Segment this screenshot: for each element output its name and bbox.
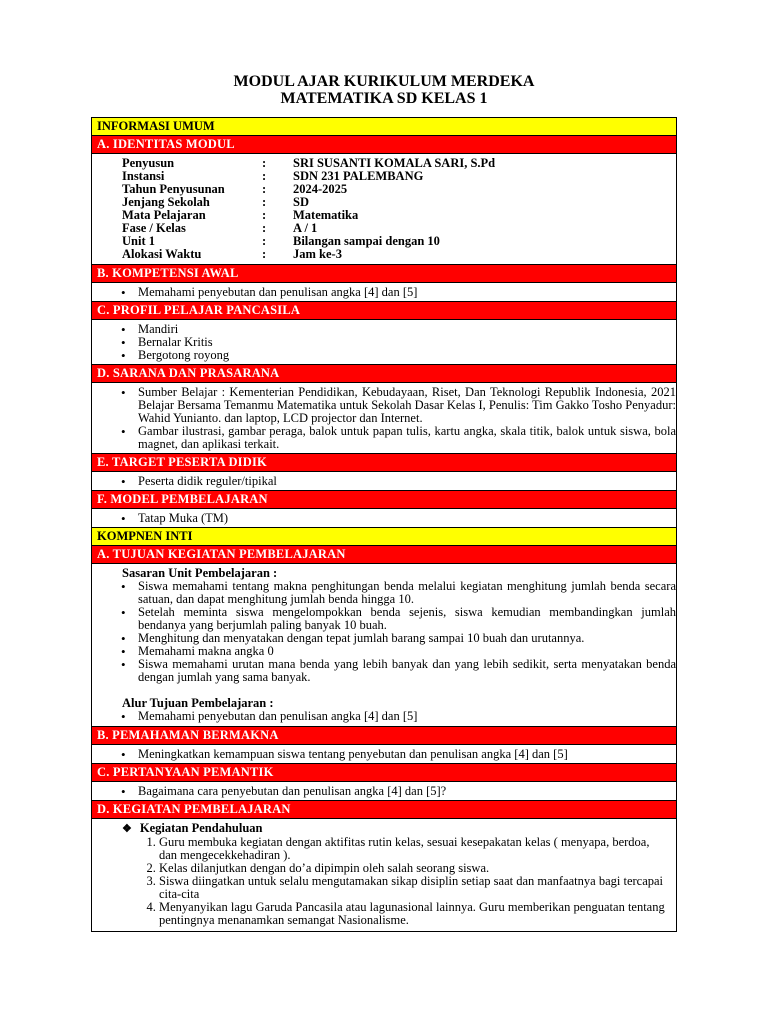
identitas-value: SRI SUSANTI KOMALA SARI, S.Pd bbox=[293, 156, 496, 170]
section-pertanyaan-pemantik: C. PERTANYAAN PEMANTIK bbox=[92, 764, 676, 782]
section-kompetensi-awal: B. KOMPETENSI AWAL bbox=[92, 265, 676, 283]
identitas-colon: : bbox=[262, 208, 267, 222]
list-item: • Bernalar Kritis bbox=[138, 336, 676, 349]
identitas-value: SD bbox=[293, 195, 309, 209]
identitas-key: Mata Pelajaran bbox=[122, 208, 206, 222]
list-item: • Gambar ilustrasi, gambar peraga, balok untuk papan tulis, kartu angka, skala titik, balok untuk siswa, bola magnet, dan aplikasi terkait. bbox=[138, 425, 676, 451]
alur-label: Alur Tujuan Pembelajaran : bbox=[122, 696, 274, 710]
identitas-colon: : bbox=[262, 156, 267, 170]
identitas-value: 2024-2025 bbox=[293, 182, 348, 196]
identitas-colon: : bbox=[262, 234, 267, 248]
list-item: • Setelah meminta siswa mengelompokkan benda sejenis, siswa kemudian membandingkan jumlah bendanya yang berjumlah paling banyak 10 buah. bbox=[138, 606, 676, 632]
list-item: 2. Kelas dilanjutkan dengan do’a dipimpin oleh salah seorang siswa. bbox=[159, 862, 676, 875]
identitas-key: Alokasi Waktu bbox=[122, 247, 202, 261]
list-item: • Mandiri bbox=[138, 323, 676, 336]
page-subtitle: MATEMATIKA SD KELAS 1 bbox=[280, 90, 488, 107]
identitas-key: Penyusun bbox=[122, 156, 175, 170]
module-table bbox=[91, 117, 677, 932]
list-item: • Siswa memahami tentang makna penghitungan benda melalui kegiatan menghitung jumlah benda secara satuan, dan dapat menghitung jumlah benda hingga 10. bbox=[138, 580, 676, 606]
identitas-colon: : bbox=[262, 195, 267, 209]
identitas-table bbox=[122, 157, 495, 261]
identitas-value: A / 1 bbox=[293, 221, 318, 235]
identitas-value: Matematika bbox=[293, 208, 359, 222]
target-box bbox=[92, 472, 676, 491]
pertanyaan-box bbox=[92, 782, 676, 801]
page-title: MODUL AJAR KURIKULUM MERDEKA bbox=[233, 73, 535, 90]
list-item: • Memahami penyebutan dan penulisan angka [4] dan [5] bbox=[138, 710, 676, 723]
section-target-peserta: E. TARGET PESERTA DIDIK bbox=[92, 454, 676, 472]
kegiatan-box bbox=[92, 819, 676, 931]
sasaran-label: Sasaran Unit Pembelajaran : bbox=[122, 566, 278, 580]
section-profil-pelajar: C. PROFIL PELAJAR PANCASILA bbox=[92, 302, 676, 320]
list-item: • Memahami penyebutan dan penulisan angka [4] dan [5] bbox=[138, 286, 676, 299]
list-item: • Tatap Muka (TM) bbox=[138, 512, 676, 525]
pendahuluan-label: Kegiatan Pendahuluan bbox=[139, 821, 263, 835]
list-item: • Sumber Belajar : Kementerian Pendidikan, Kebudayaan, Riset, Dan Teknologi Republik Indonesia, 2021 Belajar Bersama Temanmu Matematika untuk Sekolah Dasar Kelas I, Penulis: Tim Gakko Tosho Penyadur: Wahid Yunianto. dan laptop, LCD projector dan Internet. bbox=[138, 386, 676, 425]
section-identitas-modul: A. IDENTITAS MODUL bbox=[92, 136, 676, 154]
identitas-key: Fase / Kelas bbox=[122, 221, 186, 235]
identitas-key: Jenjang Sekolah bbox=[122, 195, 210, 209]
pemahaman-box bbox=[92, 745, 676, 764]
list-item: • Bagaimana cara penyebutan dan penulisan angka [4] dan [5]? bbox=[138, 785, 676, 798]
list-item: • Siswa memahami urutan mana benda yang lebih banyak dan yang lebih sedikit, serta menyatakan benda dengan jumlah yang sama banyak. bbox=[138, 658, 676, 684]
model-box bbox=[92, 509, 676, 528]
identitas-box bbox=[92, 154, 676, 265]
section-kegiatan-pembelajaran: D. KEGIATAN PEMBELAJARAN bbox=[92, 801, 676, 819]
list-item: • Peserta didik reguler/tipikal bbox=[138, 475, 676, 488]
identitas-row bbox=[122, 248, 495, 261]
identitas-colon: : bbox=[262, 169, 267, 183]
list-item: • Meningkatkan kemampuan siswa tentang penyebutan dan penulisan angka [4] dan [5] bbox=[138, 748, 676, 761]
sarana-box bbox=[92, 383, 676, 454]
list-item: 3. Siswa diingatkan untuk selalu mengutamakan sikap disiplin setiap saat dan manfaatnya bagi tercapai cita-cita bbox=[159, 875, 676, 901]
identitas-value: SDN 231 PALEMBANG bbox=[293, 169, 424, 183]
section-model-pembelajaran: F. MODEL PEMBELAJARAN bbox=[92, 491, 676, 509]
kompetensi-box bbox=[92, 283, 676, 302]
list-item: • Bergotong royong bbox=[138, 349, 676, 362]
section-pemahaman-bermakna: B. PEMAHAMAN BERMAKNA bbox=[92, 727, 676, 745]
identitas-key: Instansi bbox=[122, 169, 165, 183]
list-item: 4. Menyanyikan lagu Garuda Pancasila atau lagunasional lainnya. Guru memberikan penguatan tentang pentingnya menanamkan semangat Nasionalisme. bbox=[159, 901, 676, 927]
list-item: • Menghitung dan menyatakan dengan tepat jumlah barang sampai 10 buah dan urutannya. bbox=[138, 632, 676, 645]
section-tujuan-kegiatan: A. TUJUAN KEGIATAN PEMBELAJARAN bbox=[92, 546, 676, 564]
identitas-colon: : bbox=[262, 182, 267, 196]
section-informasi-umum: INFORMASI UMUM bbox=[92, 118, 676, 136]
tujuan-box bbox=[92, 564, 676, 727]
diamond-bullet-icon: ❖ bbox=[122, 823, 132, 835]
identitas-value: Jam ke-3 bbox=[293, 247, 342, 261]
identitas-value: Bilangan sampai dengan 10 bbox=[293, 234, 440, 248]
section-sarana-prasarana: D. SARANA DAN PRASARANA bbox=[92, 365, 676, 383]
identitas-key: Unit 1 bbox=[122, 234, 155, 248]
list-item: • Memahami makna angka 0 bbox=[138, 645, 676, 658]
list-item: 1. Guru membuka kegiatan dengan aktifitas rutin kelas, sesuai kesepakatan kelas ( menyapa, berdoa, dan mengecekkehadiran ). bbox=[159, 836, 676, 862]
identitas-colon: : bbox=[262, 221, 267, 235]
identitas-colon: : bbox=[262, 247, 267, 261]
profil-box bbox=[92, 320, 676, 365]
section-komponen-inti: KOMPNEN INTI bbox=[92, 528, 676, 546]
pendahuluan-heading bbox=[92, 822, 676, 836]
identitas-key: Tahun Penyusunan bbox=[122, 182, 225, 196]
